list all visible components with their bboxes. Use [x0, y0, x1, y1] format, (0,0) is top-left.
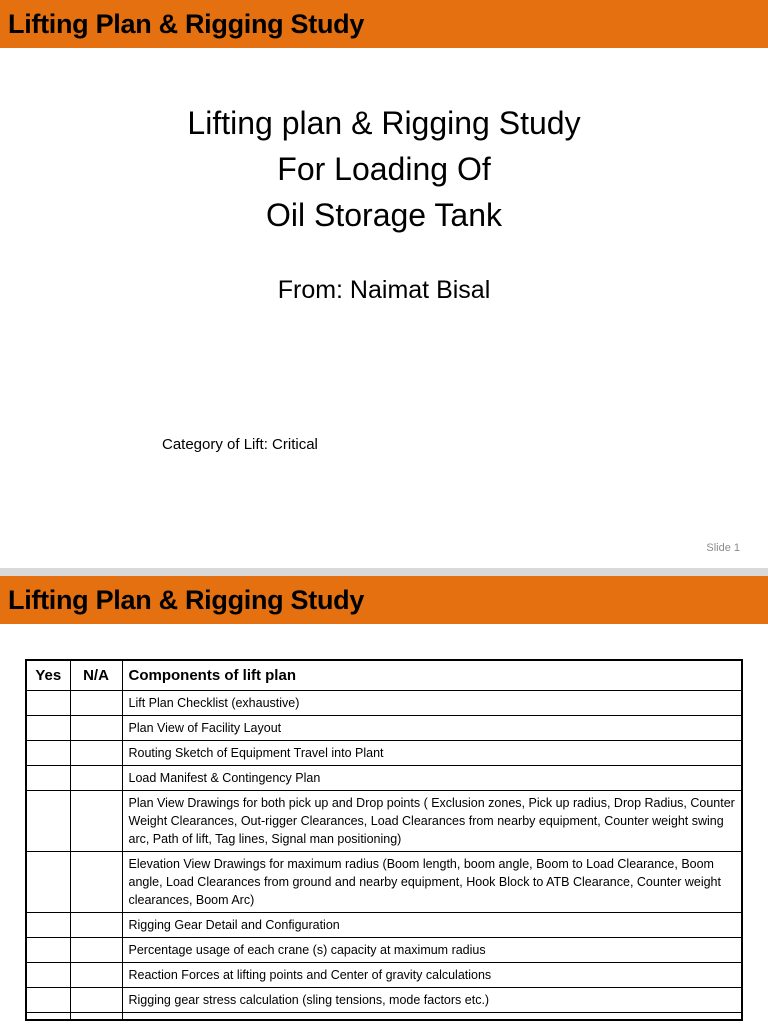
- component-cell: Plan View of Facility Layout: [122, 716, 742, 741]
- table-row: [26, 1013, 742, 1021]
- table-row: [26, 741, 742, 766]
- component-cell: Rigging gear stress calculation (sling tensions, mode factors etc.): [122, 988, 742, 1013]
- lift-plan-table-container: [25, 659, 743, 1021]
- na-checkbox-cell[interactable]: [70, 716, 122, 741]
- component-cell: Lift Plan Checklist (exhaustive): [122, 691, 742, 716]
- yes-checkbox-cell[interactable]: [26, 852, 70, 913]
- component-cell: Reaction Forces at lifting points and Center of gravity calculations: [122, 963, 742, 988]
- main-title-line-1: Lifting plan & Rigging Study: [187, 105, 581, 141]
- component-cell: Elevation View Drawings for maximum radius (Boom length, boom angle, Boom to Load Clearance, Boom angle, Load Clearances from ground and nearby equipment, Hook Block to ATB Clearance, Counter weight clearances, Boom Arc): [122, 852, 742, 913]
- table-body: [26, 691, 742, 1021]
- yes-checkbox-cell[interactable]: [26, 1013, 70, 1021]
- column-header-na: N/A: [70, 660, 122, 691]
- na-checkbox-cell[interactable]: [70, 913, 122, 938]
- yes-checkbox-cell[interactable]: [26, 691, 70, 716]
- main-title-line-2: For Loading Of: [277, 151, 491, 187]
- yes-checkbox-cell[interactable]: [26, 988, 70, 1013]
- yes-checkbox-cell[interactable]: [26, 913, 70, 938]
- table-row: [26, 852, 742, 913]
- na-checkbox-cell[interactable]: [70, 852, 122, 913]
- na-checkbox-cell[interactable]: [70, 766, 122, 791]
- na-checkbox-cell[interactable]: [70, 938, 122, 963]
- table-row: [26, 716, 742, 741]
- na-checkbox-cell[interactable]: [70, 963, 122, 988]
- yes-checkbox-cell[interactable]: [26, 766, 70, 791]
- table-row: [26, 791, 742, 852]
- lift-plan-table: [25, 659, 743, 1021]
- table-header-row: [26, 660, 742, 691]
- component-cell: Plan View Drawings for both pick up and Drop points ( Exclusion zones, Pick up radius, Drop Radius, Counter Weight Clearances, Out-rigger Clearances, Load Clearances from nearby equipment, Counter weight swing arc, Path of lift, Tag lines, Signal man positioning): [122, 791, 742, 852]
- table-row: [26, 766, 742, 791]
- table-row: [26, 938, 742, 963]
- na-checkbox-cell[interactable]: [70, 741, 122, 766]
- column-header-components: Components of lift plan: [122, 660, 742, 691]
- yes-checkbox-cell[interactable]: [26, 791, 70, 852]
- slide-2: [0, 576, 768, 1024]
- main-title-line-3: Oil Storage Tank: [266, 197, 502, 233]
- table-row: [26, 963, 742, 988]
- component-cell: Rigging Gear Detail and Configuration: [122, 913, 742, 938]
- table-row: [26, 988, 742, 1013]
- slide-2-header: Lifting Plan & Rigging Study: [0, 576, 768, 624]
- na-checkbox-cell[interactable]: [70, 1013, 122, 1021]
- na-checkbox-cell[interactable]: [70, 988, 122, 1013]
- slide-1-header: Lifting Plan & Rigging Study: [0, 0, 768, 48]
- yes-checkbox-cell[interactable]: [26, 716, 70, 741]
- component-cell: Percentage usage of each crane (s) capacity at maximum radius: [122, 938, 742, 963]
- lift-category: Category of Lift: Critical: [162, 436, 318, 453]
- component-cell: [122, 1013, 742, 1021]
- author-line: From: Naimat Bisal: [277, 276, 491, 304]
- slide-divider: [0, 568, 768, 576]
- yes-checkbox-cell[interactable]: [26, 963, 70, 988]
- component-cell: Routing Sketch of Equipment Travel into Plant: [122, 741, 742, 766]
- yes-checkbox-cell[interactable]: [26, 938, 70, 963]
- table-row: [26, 913, 742, 938]
- na-checkbox-cell[interactable]: [70, 691, 122, 716]
- column-header-yes: Yes: [26, 660, 70, 691]
- component-cell: Load Manifest & Contingency Plan: [122, 766, 742, 791]
- yes-checkbox-cell[interactable]: [26, 741, 70, 766]
- slide-number: Slide 1: [706, 542, 740, 554]
- main-title: [0, 100, 768, 238]
- table-row: [26, 691, 742, 716]
- na-checkbox-cell[interactable]: [70, 791, 122, 852]
